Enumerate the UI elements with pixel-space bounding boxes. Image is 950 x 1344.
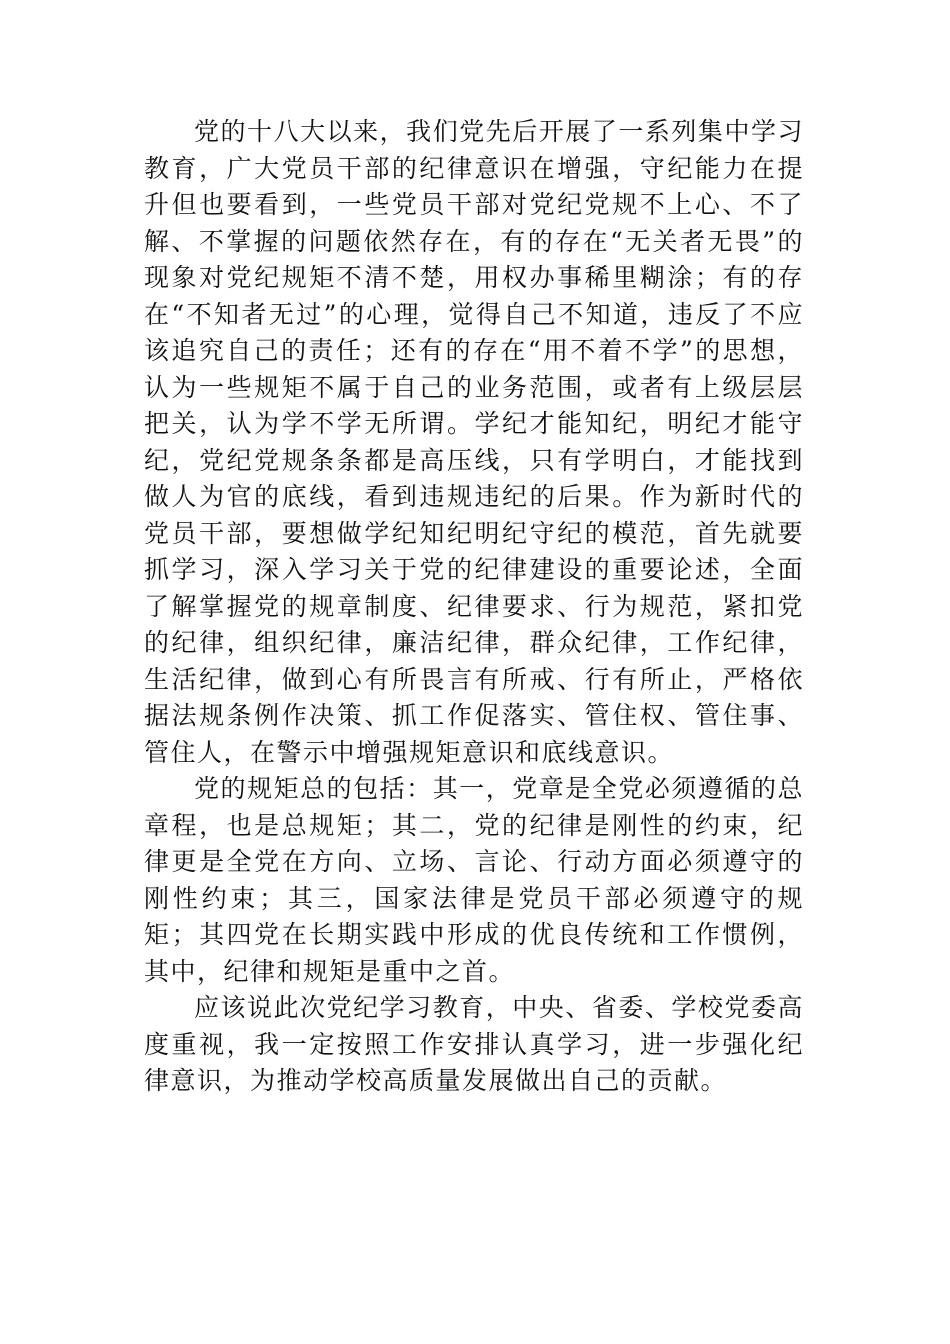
document-body xyxy=(144,114,804,1100)
paragraph-3: 应该说此次党纪学习教育，中央、省委、学校党委高度重视，我一定按照工作安排认真学习，进一步强化纪律意识，为推动学校高质量发展做出自己的贡献。 xyxy=(144,993,804,1095)
paragraph-2: 党的规矩总的包括：其一，党章是全党必须遵循的总章程，也是总规矩；其二，党的纪律是刚性的约束，纪律更是全党在方向、立场、言论、行动方面必须遵守的刚性约束；其三，国家法律是党员干部必须遵守的规矩；其四党在长期实践中形成的优良传统和工作惯例，其中，纪律和规矩是重中之首。 xyxy=(144,774,804,986)
paragraph-1: 党的十八大以来，我们党先后开展了一系列集中学习教育，广大党员干部的纪律意识在增强，守纪能力在提升但也要看到，一些党员干部对党纪党规不上心、不了解、不掌握的问题依然存在，有的存在“无关者无畏”的现象对党纪规矩不清不楚，用权办事稀里糊涂；有的存在“不知者无过”的心理，觉得自己不知道，违反了不应该追究自己的责任；还有的存在“用不着不学”的思想，认为一些规矩不属于自己的业务范围，或者有上级层层把关，认为学不学无所谓。学纪才能知纪，明纪才能守纪，党纪党规条条都是高压线，只有学明白，才能找到做人为官的底线，看到违规违纪的后果。作为新时代的党员干部，要想做学纪知纪明纪守纪的模范，首先就要抓学习，深入学习关于党的纪律建设的重要论述，全面了解掌握党的规章制度、纪律要求、行为规范，紧扣党的纪律，组织纪律，廉洁纪律，群众纪律，工作纪律，生活纪律，做到心有所畏言有所戒、行有所止，严格依据法规条例作决策、抓工作促落实、管住权、管住事、管住人，在警示中增强规矩意识和底线意识。 xyxy=(144,117,804,767)
